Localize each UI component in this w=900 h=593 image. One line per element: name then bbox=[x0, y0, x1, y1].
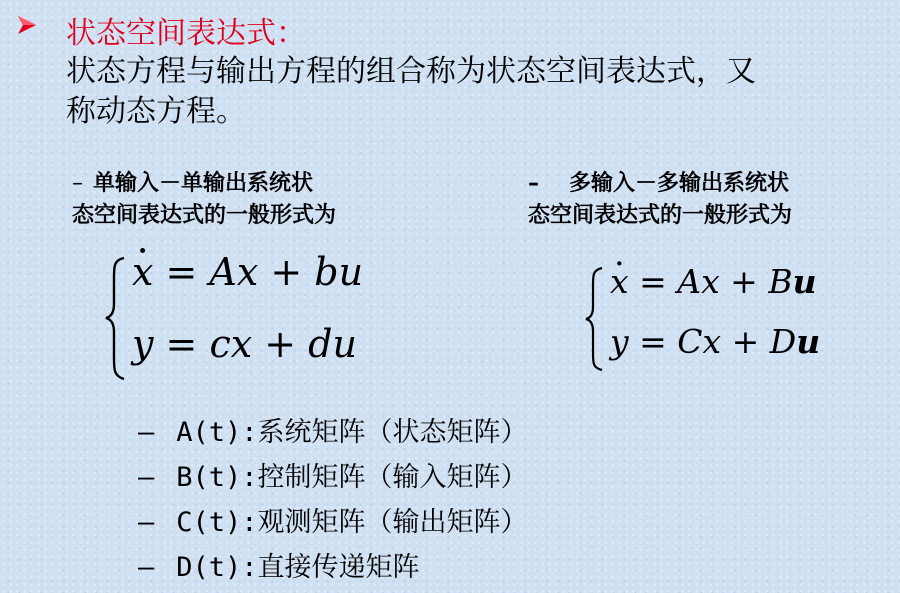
matrix-a-text: A(t):系统矩阵（状态矩阵） bbox=[176, 417, 528, 448]
mimo-dash: – bbox=[528, 171, 539, 196]
list-item: – A(t):系统矩阵（状态矩阵） bbox=[138, 417, 528, 448]
mimo-eq2-mid: y = Cx + D bbox=[610, 322, 797, 361]
intro-line-1: 状态方程与输出方程的组合称为状态空间表达式，又 bbox=[66, 54, 756, 89]
mimo-line-2: 态空间表达式的一般形式为 bbox=[528, 203, 793, 228]
siso-xdot: · x bbox=[132, 250, 153, 294]
siso-heading bbox=[72, 168, 336, 232]
mimo-xdot: · x bbox=[610, 262, 629, 301]
right-brace-icon bbox=[584, 266, 604, 372]
mimo-eq2-u: u bbox=[796, 322, 821, 361]
siso-dash: – bbox=[72, 171, 83, 196]
siso-eq1-rhs: = Ax + bu bbox=[153, 250, 364, 294]
left-brace-icon bbox=[104, 256, 126, 381]
mimo-heading bbox=[528, 168, 792, 232]
matrix-list bbox=[138, 410, 528, 590]
list-item: – D(t):直接传递矩阵 bbox=[138, 552, 420, 583]
mimo-line-1: 多输入－多输出系统状 bbox=[569, 171, 790, 196]
list-item: – B(t):控制矩阵（输入矩阵） bbox=[138, 462, 528, 493]
mimo-eq1-u: u bbox=[792, 262, 817, 301]
siso-eq2: y = cx + du bbox=[132, 322, 357, 366]
intro-line-2: 称动态方程。 bbox=[66, 94, 246, 129]
section-title: 状态空间表达式： bbox=[66, 16, 306, 51]
siso-line-2: 态空间表达式的一般形式为 bbox=[72, 203, 337, 228]
list-item: – C(t):观测矩阵（输出矩阵） bbox=[138, 507, 528, 538]
matrix-d-text: D(t):直接传递矩阵 bbox=[176, 552, 420, 583]
matrix-c-text: C(t):观测矩阵（输出矩阵） bbox=[176, 507, 528, 538]
siso-line-1: 单输入－单输出系统状 bbox=[93, 171, 314, 196]
matrix-b-text: B(t):控制矩阵（输入矩阵） bbox=[176, 462, 528, 493]
mimo-eq1-mid: = Ax + B bbox=[628, 262, 793, 301]
intro-paragraph bbox=[66, 52, 866, 132]
arrow-bullet-icon bbox=[16, 14, 38, 36]
